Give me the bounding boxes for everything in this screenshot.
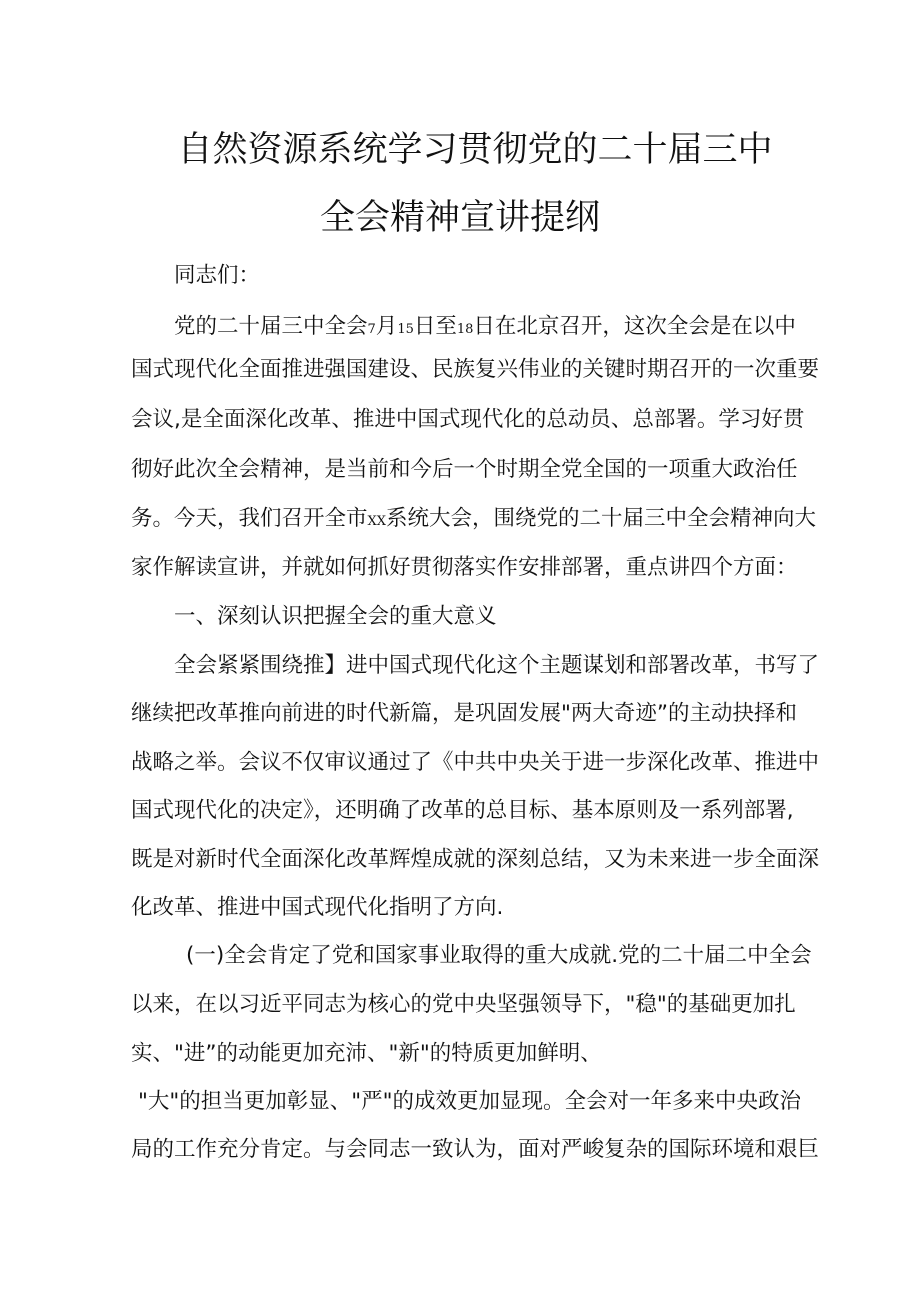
paragraph-1-line-1	[174, 313, 834, 344]
greeting: 同志们：	[174, 263, 261, 288]
p1-text-d: 日在北京召开，这次全会是在以中	[473, 314, 796, 339]
paragraph-3-line-4: "大"的担当更加彰显、"严"的成效更加显现。全会对一年多来中央政治	[138, 1089, 802, 1114]
p1-l5-text-a: 务。今天，我们召开全市	[131, 506, 368, 531]
paragraph-2-line-5: 既是对新时代全面深化改革辉煌成就的深刻总结，又为未来进一步全面深	[131, 847, 820, 872]
paragraph-2-line-4: 国式现代化的决定》，还明确了改革的总目标、基本原则及一系列部署,	[131, 798, 794, 823]
paragraph-3-line-3: 实、"进”的动能更加充沛、"新"的特质更加鲜明、	[131, 1041, 602, 1066]
p1-l5-xx: XX	[367, 514, 387, 529]
p1-text-a: 党的二十届三中全会	[174, 314, 368, 339]
paragraph-1-line-3: 会议,是全面深化改革、推进中国式现代化的总动员、总部署。学习好贯	[131, 407, 805, 432]
paragraph-3-line-1: (一)全会肯定了党和国家事业取得的重大成就.党的二十届二中全会	[186, 943, 812, 968]
p1-l5-text-b: 系统大会，围绕党的二十届三中全会精神向大	[386, 506, 817, 531]
paragraph-2-line-2: 继续把改革推向前进的时代新篇，是巩固发展"两大奇迹”的主动抉择和	[131, 701, 798, 726]
paragraph-2-line-3: 战略之举。会议不仅审议通过了《中共中央关于进一步深化改革、推进中	[131, 750, 820, 775]
paragraph-2-line-6: 化改革、推进中国式现代化指明了方向.	[131, 895, 504, 920]
paragraph-1-line-6: 家作解读宣讲，并就如何抓好贯彻落实作安排部署，重点讲四个方面：	[131, 555, 798, 580]
paragraph-1-line-4: 彻好此次全会精神，是当前和今后一个时期全党全国的一项重大政治任	[131, 457, 798, 482]
paragraph-2-line-1: 全会紧紧围绕推】进中国式现代化这个主题谋划和部署改革，书写了	[174, 653, 820, 678]
paragraph-1-line-5	[131, 505, 817, 536]
paragraph-3-line-2: 以来，在以习近平同志为核心的党中央坚强领导下，"稳"的基础更加扎	[131, 992, 796, 1017]
section-heading-1: 一、深刻认识把握全会的重大意义	[174, 604, 497, 629]
p1-text-c: 日至	[413, 314, 457, 339]
document-title-line-2: 全会精神宣讲提纲	[319, 198, 600, 238]
document-title-line-1: 自然资源系统学习贯彻党的二十届三中	[177, 130, 773, 170]
paragraph-3-line-5: 局的工作充分肯定。与会同志一致认为，面对严峻复杂的国际环境和艰巨	[131, 1137, 820, 1162]
paragraph-1-line-2: 国式现代化全面推进强国建设、民族复兴伟业的关键时期召开的一次重要	[131, 357, 820, 382]
p1-day-start: 15	[397, 322, 414, 337]
p1-month: 7	[367, 322, 376, 337]
p1-text-b: 月	[375, 314, 398, 339]
p1-day-end: 18	[456, 322, 474, 337]
